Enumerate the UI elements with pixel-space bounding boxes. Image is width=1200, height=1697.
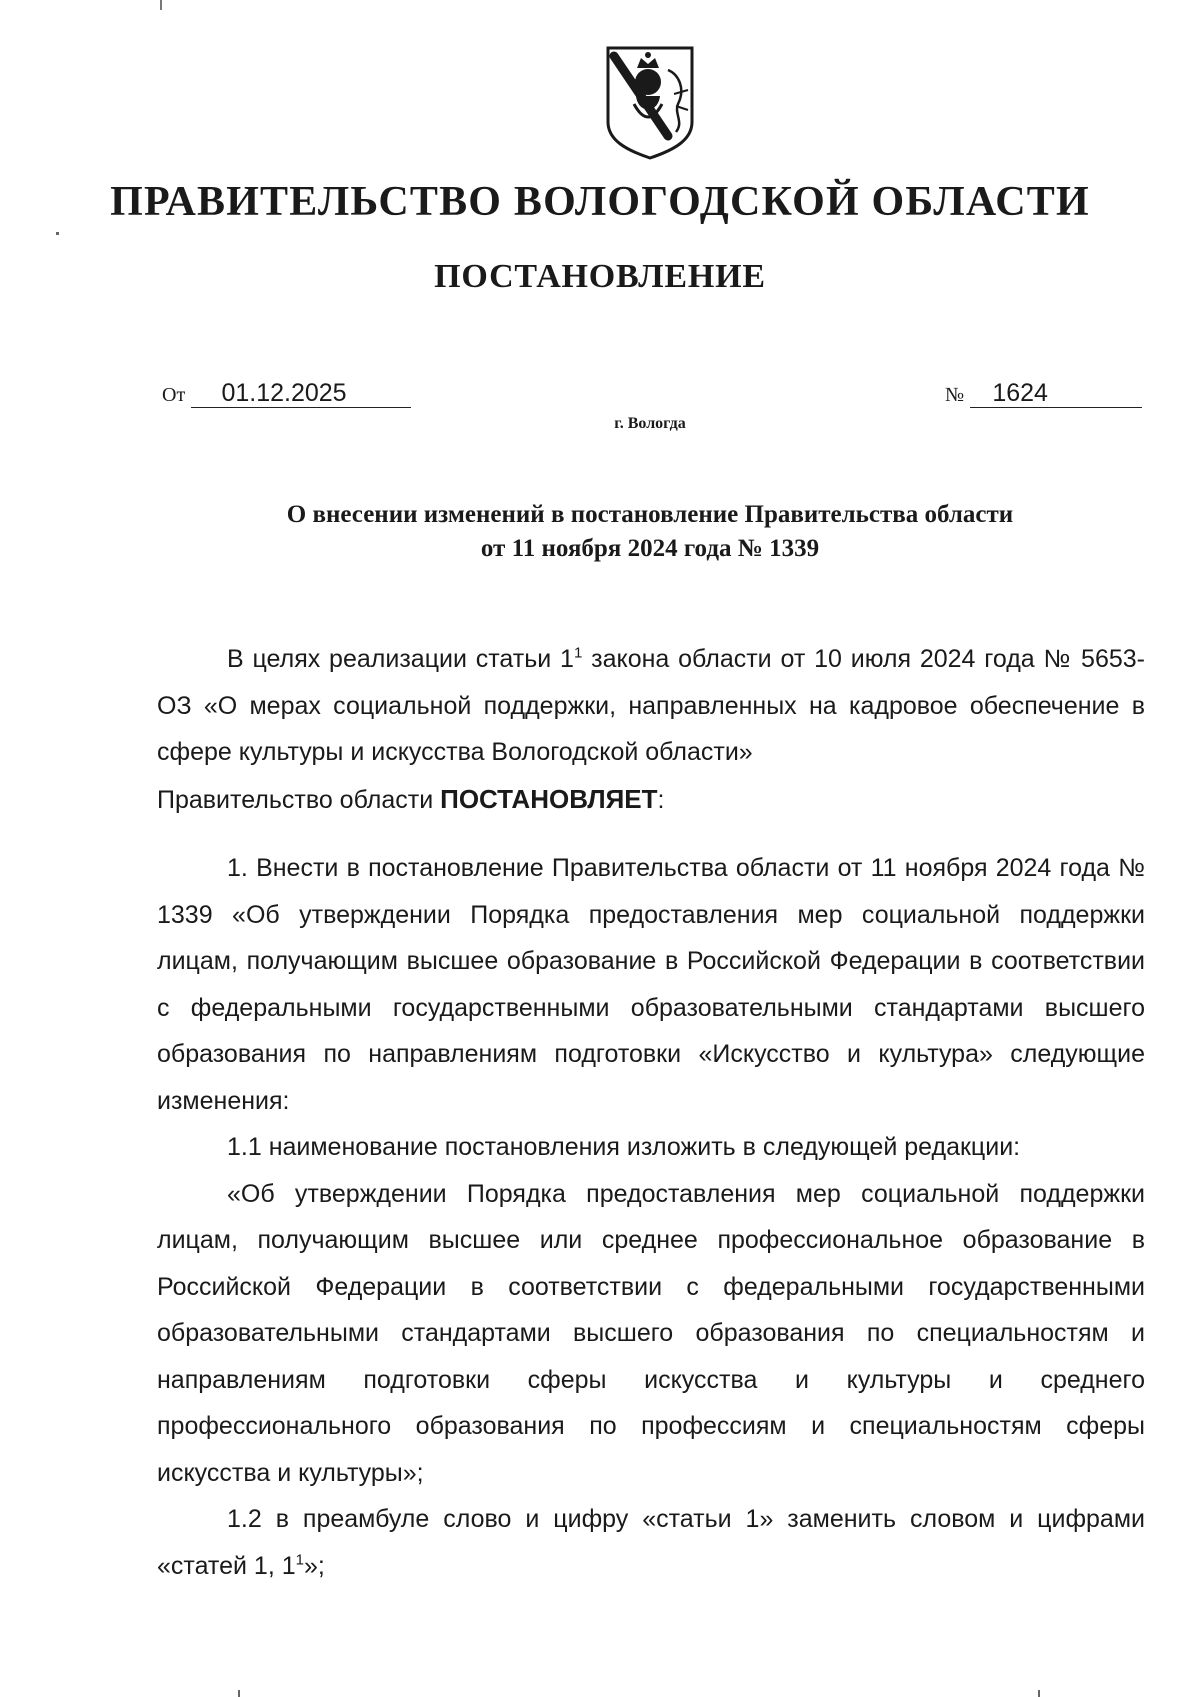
scan-mark: [56, 232, 59, 235]
item-1-1-paragraph: 1.1 наименование постановления изложить в следующей редакции:: [227, 1133, 1021, 1161]
organization-title: ПРАВИТЕЛЬСТВО ВОЛОГОДСКОЙ ОБЛАСТИ: [110, 179, 1090, 225]
superscript: 1: [295, 1551, 304, 1569]
number-label: №: [945, 384, 965, 406]
scan-mark: [1038, 1690, 1040, 1697]
document-number: [945, 380, 1142, 408]
item-1-2-text: 1.2 в преамбуле слово и цифру «статьи 1» заменить словом и цифрами «статей 1, 1: [157, 1505, 1145, 1580]
subject-line: от 11 ноября 2024 года № 1339: [480, 535, 820, 562]
document-type: ПОСТАНОВЛЕНИЕ: [434, 258, 766, 295]
date-value: 01.12.2025: [191, 380, 411, 408]
item-1-2-text: »;: [303, 1551, 325, 1580]
document-subject: [150, 498, 1150, 566]
superscript: 1: [573, 644, 583, 662]
resolves-text: Правительство области: [157, 785, 441, 814]
subject-line: О внесении изменений в постановление Правительства области: [286, 501, 1014, 528]
vologda-coat-of-arms-icon: [604, 44, 696, 160]
item-1-1-quote-paragraph: «Об утверждении Порядка предоставления мер социальной поддержки лицам, получающим высшее или среднее профессиональное образование в Российской Федерации в соответствии с федеральными государственными образовательными стандартами высшего образования по специальностям и направлениям подготовки сферы искусства и культуры и среднего профессионального образования по профессиям и специальностям сферы искусства и культуры»;: [157, 1179, 1145, 1487]
resolves-keyword: ПОСТАНОВЛЯЕТ: [440, 783, 658, 814]
date-label: От: [162, 384, 186, 406]
document-date: [162, 380, 411, 408]
city-label: г. Вологда: [614, 415, 686, 432]
number-value: 1624: [970, 380, 1142, 408]
resolves-text: :: [657, 785, 665, 814]
scan-mark: [160, 0, 162, 10]
scan-mark: [238, 1690, 240, 1697]
document-body: [157, 636, 1145, 1589]
preamble-paragraph: [157, 636, 1145, 776]
preamble-text: закона области от 10 июля 2024 года № 5653-ОЗ «О мерах социальной поддержки, направленных на кадровое обеспечение в сфере культуры и искусства Вологодской области»: [157, 645, 1145, 766]
resolves-paragraph: [157, 776, 1145, 824]
item-1-paragraph: 1. Внести в постановление Правительства области от 11 ноября 2024 года № 1339 «Об утверждении Порядка предоставления мер социальной поддержки лицам, получающим высшее образование в Российской Федерации в соответствии с федеральными государственными образовательными стандартами высшего образования по направлениям подготовки «Искусство и культура» следующие изменения:: [157, 854, 1145, 1115]
preamble-text: В целях реализации статьи 1: [227, 645, 574, 673]
item-1-2-paragraph: [157, 1496, 1145, 1589]
